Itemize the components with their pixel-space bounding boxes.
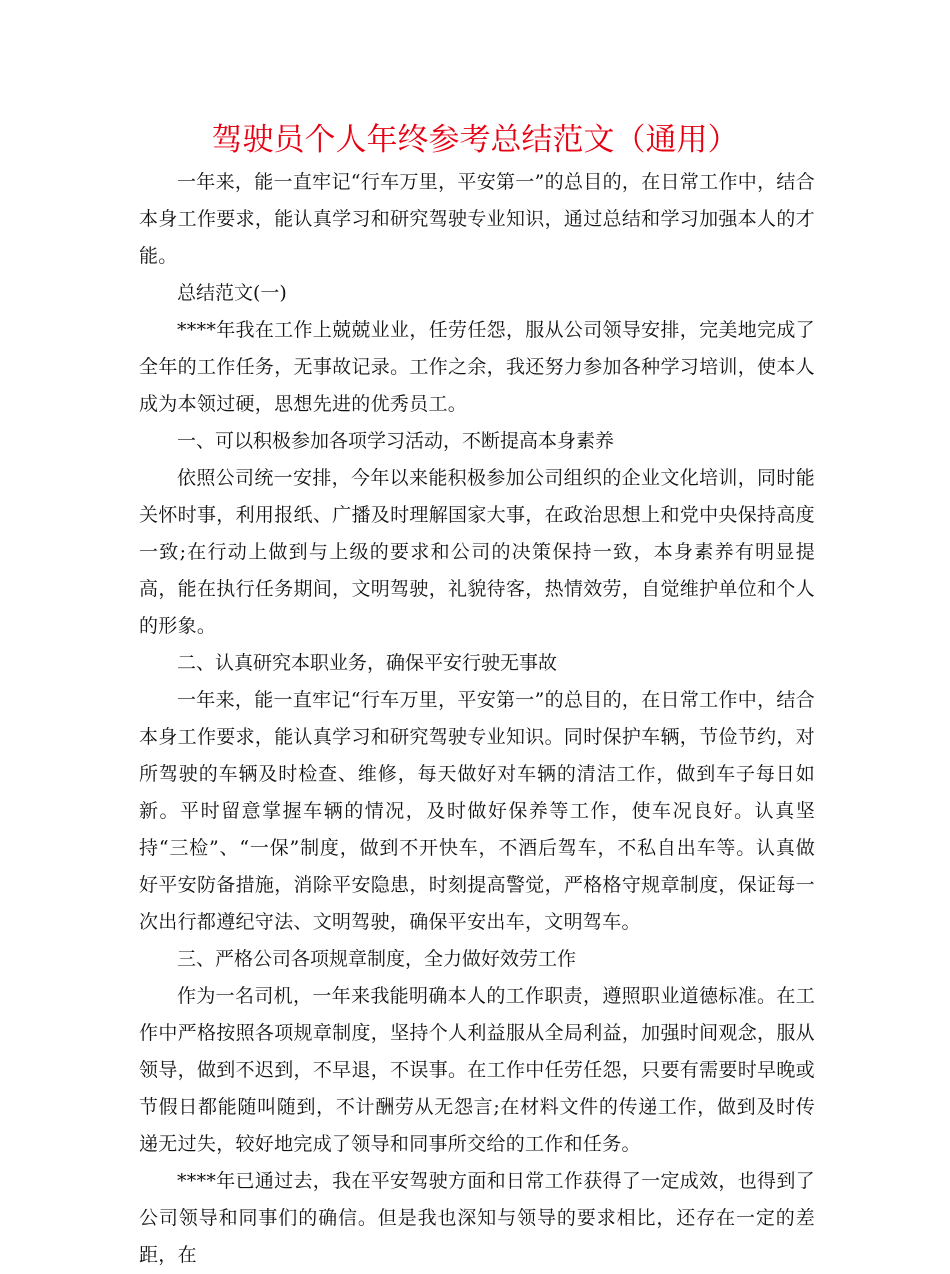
paragraph-intro: 一年来，能一直牢记“行车万里，平安第一”的总目的，在日常工作中，结合本身工作要求，能认真学习和研究驾驶专业知识，通过总结和学习加强本人的才能。: [139, 171, 815, 267]
section-heading-sample-one: 总结范文(一): [177, 282, 287, 304]
section-heading-two: 二、认真研究本职业务，确保平安行驶无事故: [177, 652, 558, 674]
paragraph-service: 作为一名司机，一年来我能明确本人的工作职责，遵照职业道德标准。在工作中严格按照各项规章制度，坚持个人利益服从全局利益，加强时间观念，服从领导，做到不迟到，不早退，不误事。在工作中任劳任怨，只要有需要时早晚或节假日都能随叫随到，不计酬劳从无怨言;在材料文件的传递工作，做到及时传递无过失，较好地完成了领导和同事所交给的工作和任务。: [139, 985, 815, 1155]
paragraph-study: 依照公司统一安排，今年以来能积极参加公司组织的企业文化培训，同时能关怀时事，利用报纸、广播及时理解国家大事，在政治思想上和党中央保持高度一致;在行动上做到与上级的要求和公司的决策保持一致，本身素养有明显提高，能在执行任务期间，文明驾驶，礼貌待客，热情效劳，自觉维护单位和个人的形象。: [139, 467, 815, 637]
document-title: 驾驶员个人年终参考总结范文（通用）: [211, 122, 739, 158]
section-heading-one: 一、可以积极参加各项学习活动，不断提高本身素养: [177, 430, 615, 452]
paragraph-conclusion: ****年已通过去，我在平安驾驶方面和日常工作获得了一定成效，也得到了公司领导和同事们的确信。但是我也深知与领导的要求相比，还存在一定的差距，在: [139, 1170, 815, 1266]
paragraph-summary: ****年我在工作上兢兢业业，任劳任怨，服从公司领导安排，完美地完成了全年的工作任务，无事故记录。工作之余，我还努力参加各种学习培训，使本人成为本领过硬，思想先进的优秀员工。: [139, 319, 815, 415]
document-body: [139, 164, 815, 1274]
paragraph-safety: 一年来，能一直牢记“行车万里，平安第一”的总目的，在日常工作中，结合本身工作要求，能认真学习和研究驾驶专业知识。同时保护车辆，节俭节约，对所驾驶的车辆及时检查、维修，每天做好对车辆的清洁工作，做到车子每日如新。平时留意掌握车辆的情况，及时做好保养等工作，使车况良好。认真坚持“三检”、“一保”制度，做到不开快车，不酒后驾车，不私自出车等。认真做好平安防备措施，消除平安隐患，时刻提高警觉，严格格守规章制度，保证每一次出行都遵纪守法、文明驾驶，确保平安出车，文明驾车。: [139, 689, 815, 933]
section-heading-three: 三、严格公司各项规章制度，全力做好效劳工作: [177, 948, 577, 970]
